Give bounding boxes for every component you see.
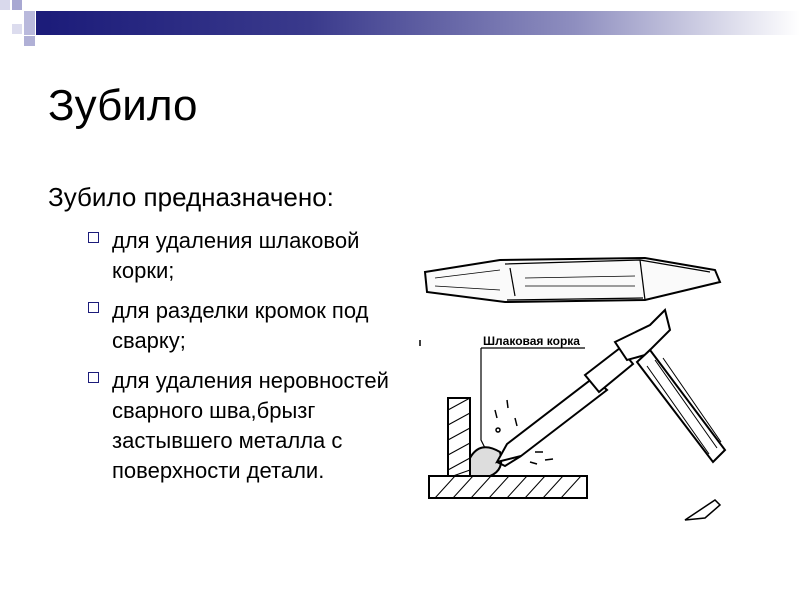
illustration-caption: Шлаковая корка [483, 334, 580, 348]
square-bullet-icon [88, 232, 99, 243]
bullet-text: для разделки кромок под сварку; [112, 298, 369, 353]
chisel-illustration [415, 230, 800, 530]
decor-square [36, 11, 46, 35]
bullet-item [88, 296, 418, 356]
decor-square [24, 36, 35, 46]
square-bullet-icon [88, 372, 99, 383]
welded-plate [448, 398, 470, 476]
decor-square [24, 11, 35, 35]
slide-intro: Зубило предназначено: [48, 182, 334, 212]
decor-square [12, 0, 22, 10]
hammer [615, 310, 725, 462]
bullet-item [88, 226, 418, 286]
slide-title: Зубило [48, 81, 198, 130]
angled-chisel [497, 348, 633, 466]
decor-square [12, 24, 22, 34]
bullet-text: для удаления шлаковой корки; [112, 228, 360, 283]
base-plate [429, 476, 587, 498]
gradient-bar [46, 11, 800, 35]
square-bullet-icon [88, 302, 99, 313]
bullet-text: для удаления неровностей сварного шва,брызг застывшего металла с поверхности детали. [112, 368, 389, 483]
bullet-list [88, 226, 418, 496]
header-decoration [0, 0, 800, 46]
chisel-drawing [425, 258, 720, 302]
bullet-item [88, 366, 418, 486]
decor-square [0, 0, 10, 10]
